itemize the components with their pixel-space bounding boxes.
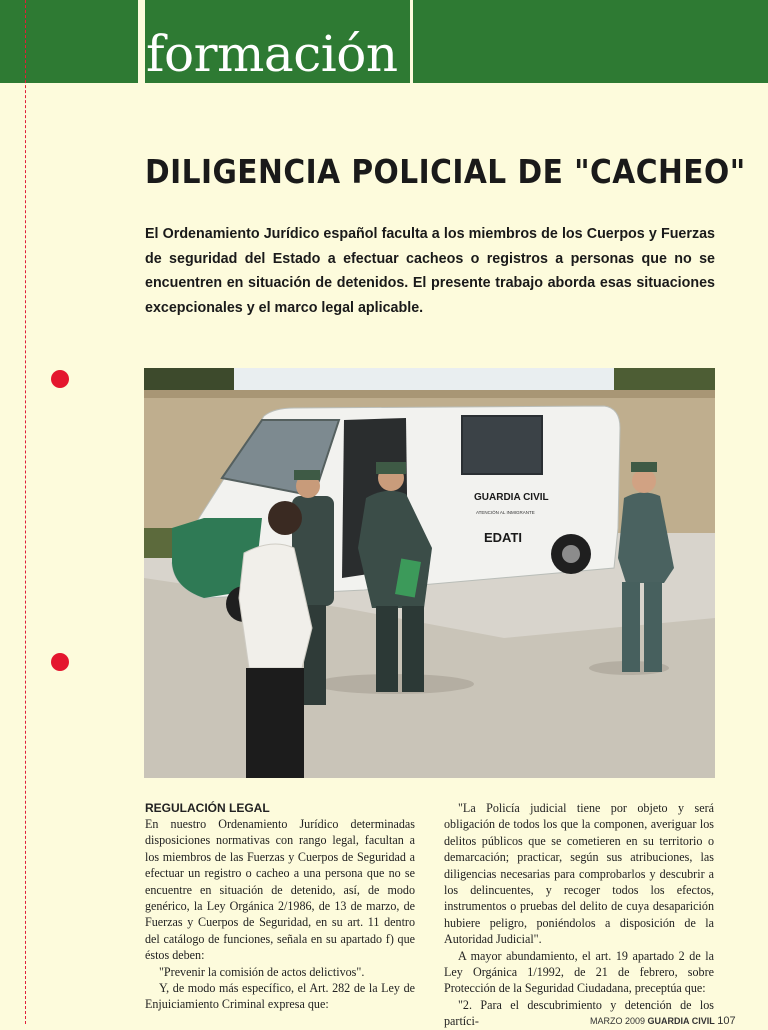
header-divider-right [410, 0, 413, 83]
body-quote: "La Policía judicial tiene por objeto y será obligación de todos los que la componen, averiguar los delitos públicos que se cometieren en su territorio o demarcación; practicar, según sus atribuciones, las diligencias necesarias para comprobarlos y descubrir a los delincuentes, y recoger todos los efectos, instrumentos o pruebas del delito de cuya desaparición hubiere peligro, poniéndolos a disposición de la Autoridad Judicial". [444, 801, 714, 947]
article-photo [144, 368, 715, 778]
body-quote: "2. Para el descubrimiento y detención de los partíci- [444, 997, 714, 1029]
body-paragraph: Y, de modo más específico, el Art. 282 de la Ley de Enjuiciamiento Criminal expresa que: [145, 981, 415, 1012]
footer-page-number: 107 [717, 1015, 736, 1027]
header-divider-left [138, 0, 145, 83]
section-title: formación [146, 25, 398, 83]
footer-date: MARZO 2009 [590, 1016, 646, 1026]
margin-dashed-line [25, 0, 26, 1024]
footer-magazine: GUARDIA CIVIL [647, 1016, 715, 1026]
binder-hole-top [51, 370, 69, 388]
page-footer [590, 1016, 736, 1026]
photo-illustration [144, 368, 715, 778]
body-paragraph: A mayor abundamiento, el art. 19 apartado 2 de la Ley Orgánica 1/1992, de 21 de febrero, sobre Protección de la Seguridad Ciudadana, preceptúa que: [444, 948, 714, 996]
body-paragraph: En nuestro Ordenamiento Jurídico determinadas disposiciones normativas con rango legal, facultan a los miembros de las Fuerzas y Cuerpos de Seguridad a efectuar un registro o cacheo a una persona que no se encuentre en situación de detenido, así, de modo genérico, la Ley Orgánica 2/1986, de 13 de marzo, de Fuerzas y Cuerpos de Seguridad, en su art. 11 dentro del catálogo de funciones, señala en su apartado f) que éstos deben: [145, 817, 415, 963]
van-text-subtitle: ATENCIÓN AL INMIGRANTE [476, 510, 535, 515]
body-column-left [145, 800, 415, 1013]
body-column-right [444, 800, 714, 1030]
section-subheading: REGULACIÓN LEGAL [145, 801, 270, 815]
binder-hole-bottom [51, 653, 69, 671]
article-headline: DILIGENCIA POLICIAL DE "CACHEO" [145, 152, 746, 191]
body-quote: "Prevenir la comisión de actos delictivos". [159, 964, 365, 979]
van-text-edati: EDATI [484, 530, 523, 545]
article-lead: El Ordenamiento Jurídico español faculta a los miembros de los Cuerpos y Fuerzas de seguridad del Estado a efectuar cacheos o registros a personas que no se encuentren en situación de detenidos. El presente trabajo aborda esas situaciones excepcionales y el marco legal aplicable. [145, 226, 715, 316]
van-text-guardia-civil: GUARDIA CIVIL [474, 492, 549, 503]
